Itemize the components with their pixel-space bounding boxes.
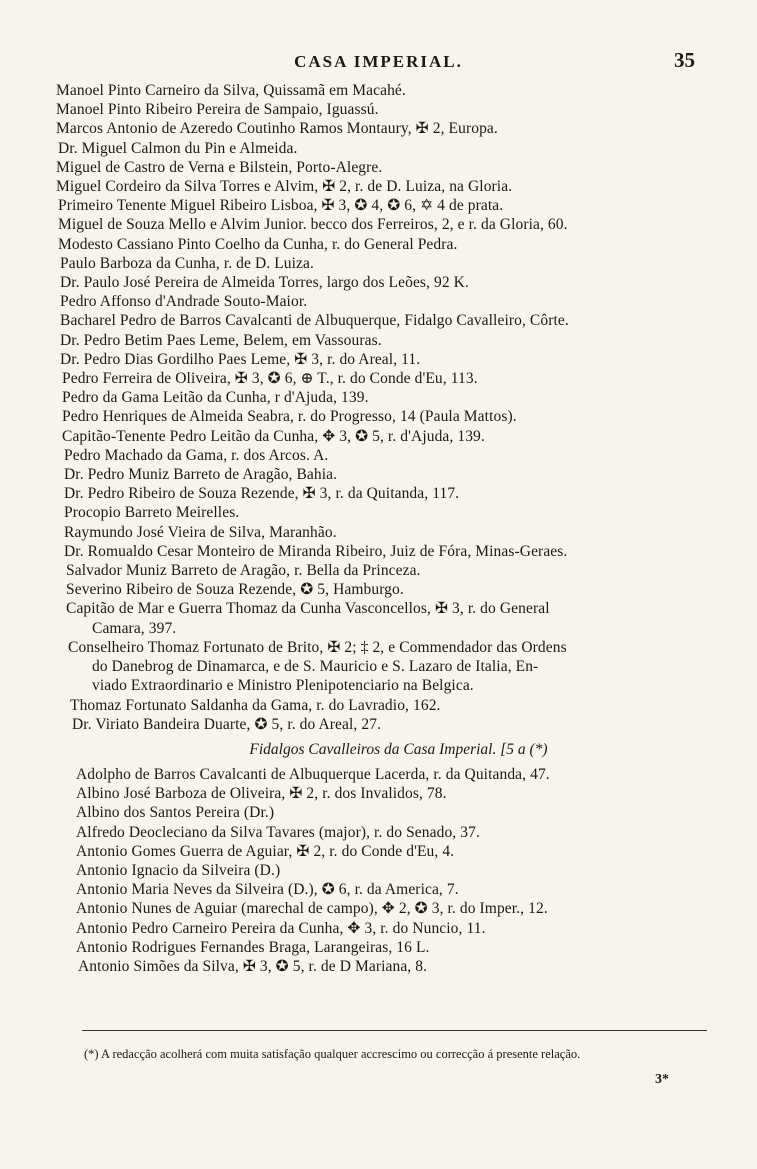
entry-line: Pedro Ferreira de Oliveira, ✠ 3, ✪ 6, ⊕ T., r. do Conde d'Eu, 113. <box>62 370 478 388</box>
entry-line: Antonio Pedro Carneiro Pereira da Cunha, ✥ 3, r. do Nuncio, 11. <box>76 919 486 937</box>
entry-line: Bacharel Pedro de Barros Cavalcanti de Albuquerque, Fidalgo Cavalleiro, Côrte. <box>60 312 569 330</box>
entry-line: Albino José Barboza de Oliveira, ✠ 2, r. dos Invalidos, 78. <box>76 785 447 803</box>
signature-mark: 3* <box>655 1072 669 1087</box>
entry-line: Antonio Gomes Guerra de Aguiar, ✠ 2, r. do Conde d'Eu, 4. <box>76 842 455 860</box>
entry-line: do Danebrog de Dinamarca, e de S. Mauricio e S. Lazaro de Italia, En- <box>92 658 539 676</box>
entry-line: Antonio Simões da Silva, ✠ 3, ✪ 5, r. de D Mariana, 8. <box>78 957 428 975</box>
entry-line: Thomaz Fortunato Saldanha da Gama, r. do Lavradio, 162. <box>70 696 441 714</box>
entry-line: Antonio Ignacio da Silveira (D.) <box>76 861 281 879</box>
entry-line: Pedro Machado da Gama, r. dos Arcos. A. <box>64 446 329 464</box>
entry-line: Pedro Henriques de Almeida Seabra, r. do Progresso, 14 (Paula Mattos). <box>62 408 517 426</box>
entry-line: Manoel Pinto Ribeiro Pereira de Sampaio, Iguassú. <box>56 101 379 119</box>
page-number: 35 <box>674 48 695 72</box>
entry-line: Miguel de Souza Mello e Alvim Junior. becco dos Ferreiros, 2, e r. da Gloria, 60. <box>58 216 568 234</box>
entry-line: viado Extraordinario e Ministro Plenipotenciario na Belgica. <box>92 677 474 695</box>
section-subheading: Fidalgos Cavalleiros da Casa Imperial. [5 a (*) <box>249 740 548 758</box>
entry-line: Dr. Pedro Betim Paes Leme, Belem, em Vassouras. <box>60 331 382 349</box>
entry-line: Paulo Barboza da Cunha, r. de D. Luiza. <box>60 254 314 272</box>
entry-line: Albino dos Santos Pereira (Dr.) <box>76 804 275 822</box>
entry-line: Capitão-Tenente Pedro Leitão da Cunha, ✥ 3, ✪ 5, r. d'Ajuda, 139. <box>62 427 485 445</box>
footnote-rule <box>82 1030 707 1031</box>
entry-line: Antonio Rodrigues Fernandes Braga, Larangeiras, 16 L. <box>76 938 430 956</box>
entry-line: Primeiro Tenente Miguel Ribeiro Lisboa, ✠ 3, ✪ 4, ✪ 6, ✡ 4 de prata. <box>58 197 504 215</box>
entry-line: Procopio Barreto Meirelles. <box>64 504 240 522</box>
entry-line: Dr. Viriato Bandeira Duarte, ✪ 5, r. do Areal, 27. <box>72 715 382 733</box>
page-header <box>0 48 757 76</box>
entry-line: Alfredo Deocleciano da Silva Tavares (major), r. do Senado, 37. <box>76 823 480 841</box>
entry-line: Dr. Pedro Muniz Barreto de Aragão, Bahia. <box>64 466 338 484</box>
entry-line: Raymundo José Vieira de Silva, Maranhão. <box>64 523 337 541</box>
entry-line: Manoel Pinto Carneiro da Silva, Quissamã em Macahé. <box>56 82 406 99</box>
entry-line: Modesto Cassiano Pinto Coelho da Cunha, r. do General Pedra. <box>58 235 458 253</box>
entry-line: Severino Ribeiro de Souza Rezende, ✪ 5, Hamburgo. <box>66 581 404 599</box>
entry-line: Pedro Affonso d'Andrade Souto-Maior. <box>60 293 308 311</box>
entry-line: Dr. Pedro Dias Gordilho Paes Leme, ✠ 3, r. do Areal, 11. <box>60 350 421 368</box>
entry-line: Conselheiro Thomaz Fortunato de Brito, ✠ 2; ‡ 2, e Commendador das Ordens <box>68 638 567 656</box>
entries-group-b <box>0 765 757 976</box>
entry-line: Dr. Miguel Calmon du Pin e Almeida. <box>58 139 298 157</box>
entry-line: Dr. Pedro Ribeiro de Souza Rezende, ✠ 3, r. da Quitanda, 117. <box>64 485 460 503</box>
entry-line: Adolpho de Barros Cavalcanti de Albuquerque Lacerda, r. da Quitanda, 47. <box>76 765 550 783</box>
running-title: CASA IMPERIAL. <box>294 52 463 71</box>
entries-group-a <box>0 81 757 734</box>
entry-line: Dr. Romualdo Cesar Monteiro de Miranda Ribeiro, Juiz de Fóra, Minas-Geraes. <box>64 542 568 560</box>
entry-line: Capitão de Mar e Guerra Thomaz da Cunha Vasconcellos, ✠ 3, r. do General <box>66 600 550 618</box>
entry-list <box>0 81 757 976</box>
entry-line: Pedro da Gama Leitão da Cunha, r d'Ajuda, 139. <box>62 389 369 407</box>
entry-line: Antonio Nunes de Aguiar (marechal de campo), ✥ 2, ✪ 3, r. do Imper., 12. <box>76 900 548 918</box>
entry-line: Miguel Cordeiro da Silva Torres e Alvim, ✠ 2, r. de D. Luiza, na Gloria. <box>56 178 513 196</box>
entry-line: Antonio Maria Neves da Silveira (D.), ✪ 6, r. da America, 7. <box>76 881 459 899</box>
entry-line: Marcos Antonio de Azeredo Coutinho Ramos Montaury, ✠ 2, Europa. <box>56 120 498 138</box>
entry-line: Dr. Paulo José Pereira de Almeida Torres, largo dos Leões, 92 K. <box>60 274 469 292</box>
entry-line: Salvador Muniz Barreto de Aragão, r. Bella da Princeza. <box>66 562 421 580</box>
footnote: (*) A redacção acolherá com muita satisfação qualquer accrescimo ou correcção á presente relação. <box>84 1047 581 1061</box>
entry-line: Miguel de Castro de Verna e Bilstein, Porto-Alegre. <box>56 158 383 176</box>
entry-line: Camara, 397. <box>92 619 177 637</box>
